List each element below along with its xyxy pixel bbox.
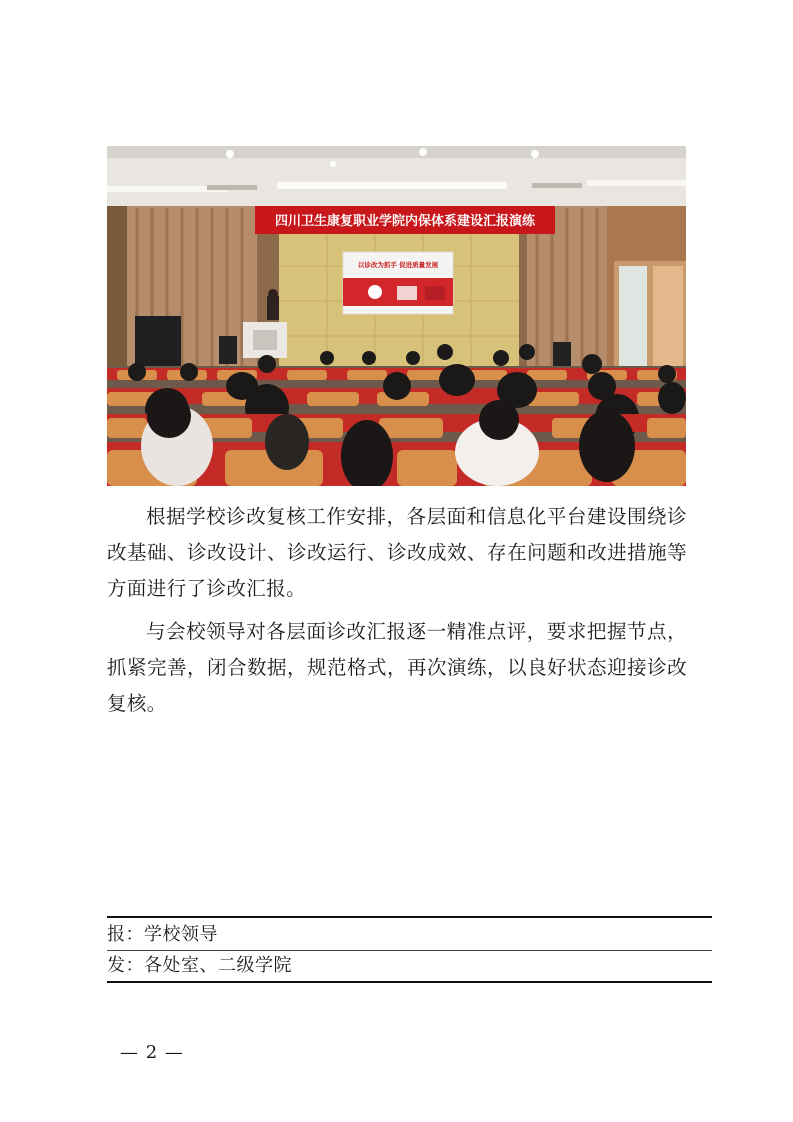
slide-title: 以诊改为抓手 促进质量发展 — [357, 261, 439, 269]
page-number: — 2 — — [120, 1042, 184, 1063]
paragraph-2: 与会校领导对各层面诊改汇报逐一精准点评，要求把握节点，抓紧完善，闭合数据，规范格式，再次演练，以良好状态迎接诊改复核。 — [107, 620, 687, 715]
presentation-hall-photo — [107, 146, 686, 486]
banner-title: 四川卫生康复职业学院内保体系建设汇报演练 — [274, 214, 536, 229]
divider-top — [107, 916, 712, 918]
conference-photo — [107, 146, 686, 486]
paragraph-1: 根据学校诊改复核工作安排，各层面和信息化平台建设围绕诊改基础、诊改设计、诊改运行、诊改成效、存在问题和改进措施等方面进行了诊改汇报。 — [107, 505, 687, 600]
send-to-line: 发：各处室、二级学院 — [107, 955, 292, 976]
divider-middle — [107, 950, 712, 951]
divider-bottom — [107, 981, 712, 983]
report-to-line: 报：学校领导 — [107, 924, 218, 945]
